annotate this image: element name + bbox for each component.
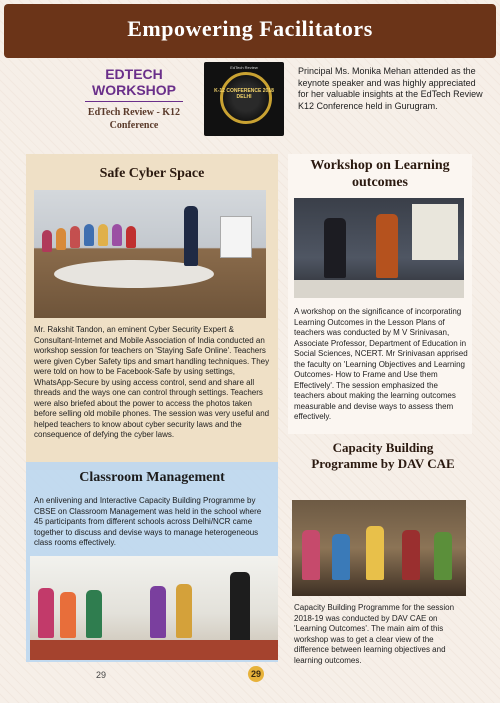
page-number-badge: 29 [248, 666, 264, 682]
attendee [112, 224, 122, 246]
workshop-heading: Workshop on Learning outcomes [310, 158, 450, 190]
attendee [70, 226, 80, 248]
page-title: Empowering Facilitators [127, 16, 373, 41]
whiteboard [220, 216, 252, 258]
safe-cyber-heading: Safe Cyber Space [99, 166, 205, 181]
classroom-heading: Classroom Management [79, 470, 225, 485]
classroom-body: An enlivening and Interactive Capacity Building Programme by CBSE on Classroom Management was held in the school where 45 participants from different schools across Delhi/NCR came together to discuss and devise ways to manage heterogeneous class rooms effectively. [34, 496, 262, 547]
workshop-body: A workshop on the significance of incorporating Learning Outcomes in the Lesson Plans of teachers was conducted by M V Srinivasan, Associate Professor, Department of Education in Social Sciences, NCERT. Mr Srinivasan apprised the faculty on 'Learning Objectives and Learning Outcomes- How to Frame and Use them Effectively'. The session emphasized the teachers about making the learning outcomes measurable and devise ways to assess them effectively. [294, 307, 468, 421]
participant [366, 526, 384, 580]
page-number-left: 29 [96, 670, 107, 680]
attendee [56, 228, 66, 250]
safe-cyber-photo [34, 190, 266, 318]
attendee [84, 224, 94, 246]
classroom-photo [30, 556, 278, 660]
capacity-heading: Capacity Building Programme by DAV CAE [311, 440, 455, 471]
participant [60, 592, 76, 638]
attendee [126, 226, 136, 248]
attendee [42, 230, 52, 252]
attendee [98, 224, 108, 246]
capacity-photo [292, 500, 466, 596]
participant [434, 532, 452, 580]
participant [86, 590, 102, 638]
participant [402, 530, 420, 580]
award-photo [204, 62, 284, 136]
edtech-workshop-label [78, 66, 190, 136]
participant [332, 534, 350, 580]
edtech-heading: EDTECH WORKSHOP [92, 66, 176, 98]
poster [412, 204, 458, 260]
participant [150, 586, 166, 638]
facilitator [230, 572, 250, 642]
safe-cyber-body: Mr. Rakshit Tandon, an eminent Cyber Security Expert & Consultant-Internet and Mobile Association of India conducted an workshop session for teachers on 'Staying Safe Online'. Teachers were given Cyber Safety tips and smart handling techniques. They were told on how to be Facebook-Safe by using settings, WhatsApp-Secure by using access control, send and share all threads and the ways one can control through settings. Teachers were also briefed about the power to access the photos taken before selling old mobile phones. The session was very useful and helped teachers to know about cyber security laws and the consequence of defying the cyber laws. [34, 325, 270, 439]
divider [85, 101, 183, 102]
participant [38, 588, 54, 638]
award-text: K-12 CONFERENCE 2018 DELHI [214, 88, 274, 100]
recipient [376, 214, 398, 278]
award-caption: EdTech Review [230, 65, 258, 70]
table [294, 280, 464, 298]
speaker [184, 206, 198, 266]
table [30, 640, 278, 660]
participant [302, 530, 320, 580]
presenter [324, 218, 346, 278]
capacity-body: Capacity Building Programme for the session 2018-19 was conducted by DAV CAE on 'Learning Outcomes'. The main aim of this workshop was to get a clear view of the difference between learning objectives and learning outcomes. [294, 603, 455, 665]
edtech-subheading: EdTech Review - K12 Conference [87, 107, 181, 131]
intro-paragraph: Principal Ms. Monika Mehan attended as the keynote speaker and was highly appreciated for her valuable insights at the EdTech Review K12 Conference held in Gurugram. [298, 66, 483, 111]
participant [176, 584, 192, 638]
title-banner [4, 4, 496, 58]
workshop-photo [294, 198, 464, 298]
